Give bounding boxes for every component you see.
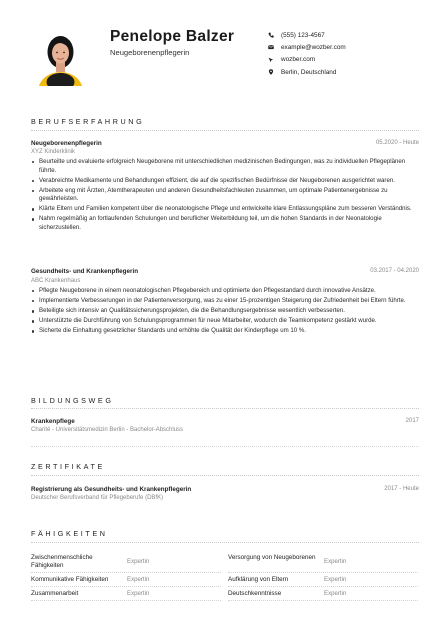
certificate-issuer: Deutscher Berufsverband für Pflegeberufe (DBfK): [31, 495, 164, 501]
certificate-title: Registrierung als Gesundheits- und Krankenpflegerin: [31, 486, 192, 493]
contact-website-text[interactable]: wozber.com: [281, 56, 316, 64]
contact-phone-text: (555) 123-4567: [281, 31, 325, 39]
skill-level: Expertin: [127, 576, 150, 583]
job-dates: 05.2020 - Heute: [375, 140, 419, 146]
job-bullet: Sicherte die Einhaltung gesetzlicher Standards und erhöhte die Qualität der Kinderpflege um 10 %.: [31, 327, 421, 336]
section-heading-education: BILDUNGSWEG: [31, 396, 114, 405]
skill-item: [31, 576, 221, 588]
job-company: ABC Krankenhaus: [31, 278, 81, 284]
candidate-name: Penelope Balzer: [110, 28, 235, 45]
email-icon: [268, 44, 281, 50]
profile-photo: [37, 28, 84, 86]
contact-email: [268, 41, 428, 53]
skill-item: [228, 554, 418, 572]
job-title: Gesundheits- und Krankenpflegerin: [31, 268, 139, 275]
job-company: XYZ Kinderklinik: [31, 149, 76, 155]
skill-level: Expertin: [127, 590, 150, 597]
skill-level: Expertin: [324, 576, 347, 583]
contact-location-text: Berlin, Deutschland: [281, 68, 337, 76]
section-heading-experience: BERUFSERFAHRUNG: [31, 117, 145, 126]
contact-email-text[interactable]: example@wozber.com: [281, 43, 346, 51]
job-bullet-list: [31, 287, 421, 337]
skill-divider: [228, 586, 418, 587]
job-bullet: Implementierte Verbesserungen in der Patientenversorgung, was zu einer 15-prozentigen Steigerung der Zufriedenheit bei Eltern führte.: [31, 297, 421, 306]
education-date: 2017: [405, 418, 419, 424]
contact-list: [268, 29, 428, 78]
link-icon: [268, 57, 281, 63]
contact-location: [268, 66, 428, 78]
job-bullet: Arbeitete eng mit Ärzten, Atemtherapeuten und anderen Gesundheitsfachleuten zusammen, um optimale Patientenergebnisse zu gewährleisten.: [31, 187, 421, 204]
section-divider: [31, 408, 419, 409]
skill-item: [228, 590, 418, 602]
job-bullet: Pflegte Neugeborene in einem neonatologischen Pflegebereich und optimierte den Pflegestandard durch innovative Ansätze.: [31, 287, 421, 296]
skill-name: Deutschkenntnisse: [228, 590, 282, 597]
skill-level: Expertin: [127, 558, 150, 565]
job-bullet-list: [31, 158, 421, 234]
job-bullet: Beteiligte sich intensiv an Qualitätssicherungsprojekten, die die Behandlungsergebnisse wesentlich verbesserten.: [31, 307, 421, 316]
section-divider: [31, 130, 419, 131]
skill-divider: [31, 600, 221, 601]
phone-icon: [268, 32, 281, 38]
job-bullet: Beurteilte und evaluierte erfolgreich Neugeborene mit unterschiedlichen medizinischen Bedingungen, was zu individuellen Pflegeplänen führte.: [31, 158, 421, 175]
skill-name: Zusammenarbeit: [31, 590, 79, 597]
job-bullet: Unterstützte die Durchführung von Schulungsprogrammen für neue Mitarbeiter, wodurch die Teamkompetenz gestärkt wurde.: [31, 317, 421, 326]
skill-level: Expertin: [324, 558, 347, 565]
entry-divider: [31, 446, 419, 447]
section-divider: [31, 475, 419, 476]
certificate-date: 2017 - Heute: [384, 486, 419, 492]
skill-item: [31, 590, 221, 602]
job-bullet: Nahm regelmäßig an fortlaufenden Schulungen und beruflicher Weiterbildung teil, um die hohen Standards in der Neonatologie sicherzustellen.: [31, 215, 421, 232]
skill-item: [228, 576, 418, 588]
skill-level: Expertin: [324, 590, 347, 597]
skill-item: [31, 554, 221, 572]
contact-website: [268, 54, 428, 66]
job-title: Neugeborenenpflegerin: [31, 140, 102, 147]
education-institution: Charité - Universitätsmedizin Berlin - Bachelor-Abschluss: [31, 427, 184, 433]
skill-name: Aufklärung von Eltern: [228, 576, 289, 583]
section-heading-certificates: ZERTIFIKATE: [31, 462, 105, 471]
candidate-title: Neugeborenenpflegerin: [110, 48, 190, 57]
skill-divider: [228, 600, 418, 601]
skill-name: Zwischenmenschliche Fähigkeiten: [31, 554, 93, 569]
skill-divider: [228, 572, 418, 573]
job-bullet: Verabreichte Medikamente und Behandlungen effizient, die auf die spezifischen Bedürfnisse der Neugeborenen ausgerichtet waren.: [31, 177, 421, 186]
skill-name: Versorgung von Neugeborenen: [228, 554, 316, 561]
skill-divider: [31, 572, 221, 573]
skill-name: Kommunikative Fähigkeiten: [31, 576, 109, 583]
skill-divider: [31, 586, 221, 587]
job-dates: 03.2017 - 04.2020: [370, 268, 419, 274]
contact-phone: [268, 29, 428, 41]
job-bullet: Klärte Eltern und Familien kompetent über die neonatologische Pflege und entwickelte klare Entlassungspläne zum besseren Verständnis.: [31, 205, 421, 214]
section-divider: [31, 542, 419, 543]
education-title: Krankenpflege: [31, 418, 75, 425]
location-pin-icon: [268, 69, 281, 75]
section-heading-skills: FÄHIGKEITEN: [31, 529, 108, 538]
